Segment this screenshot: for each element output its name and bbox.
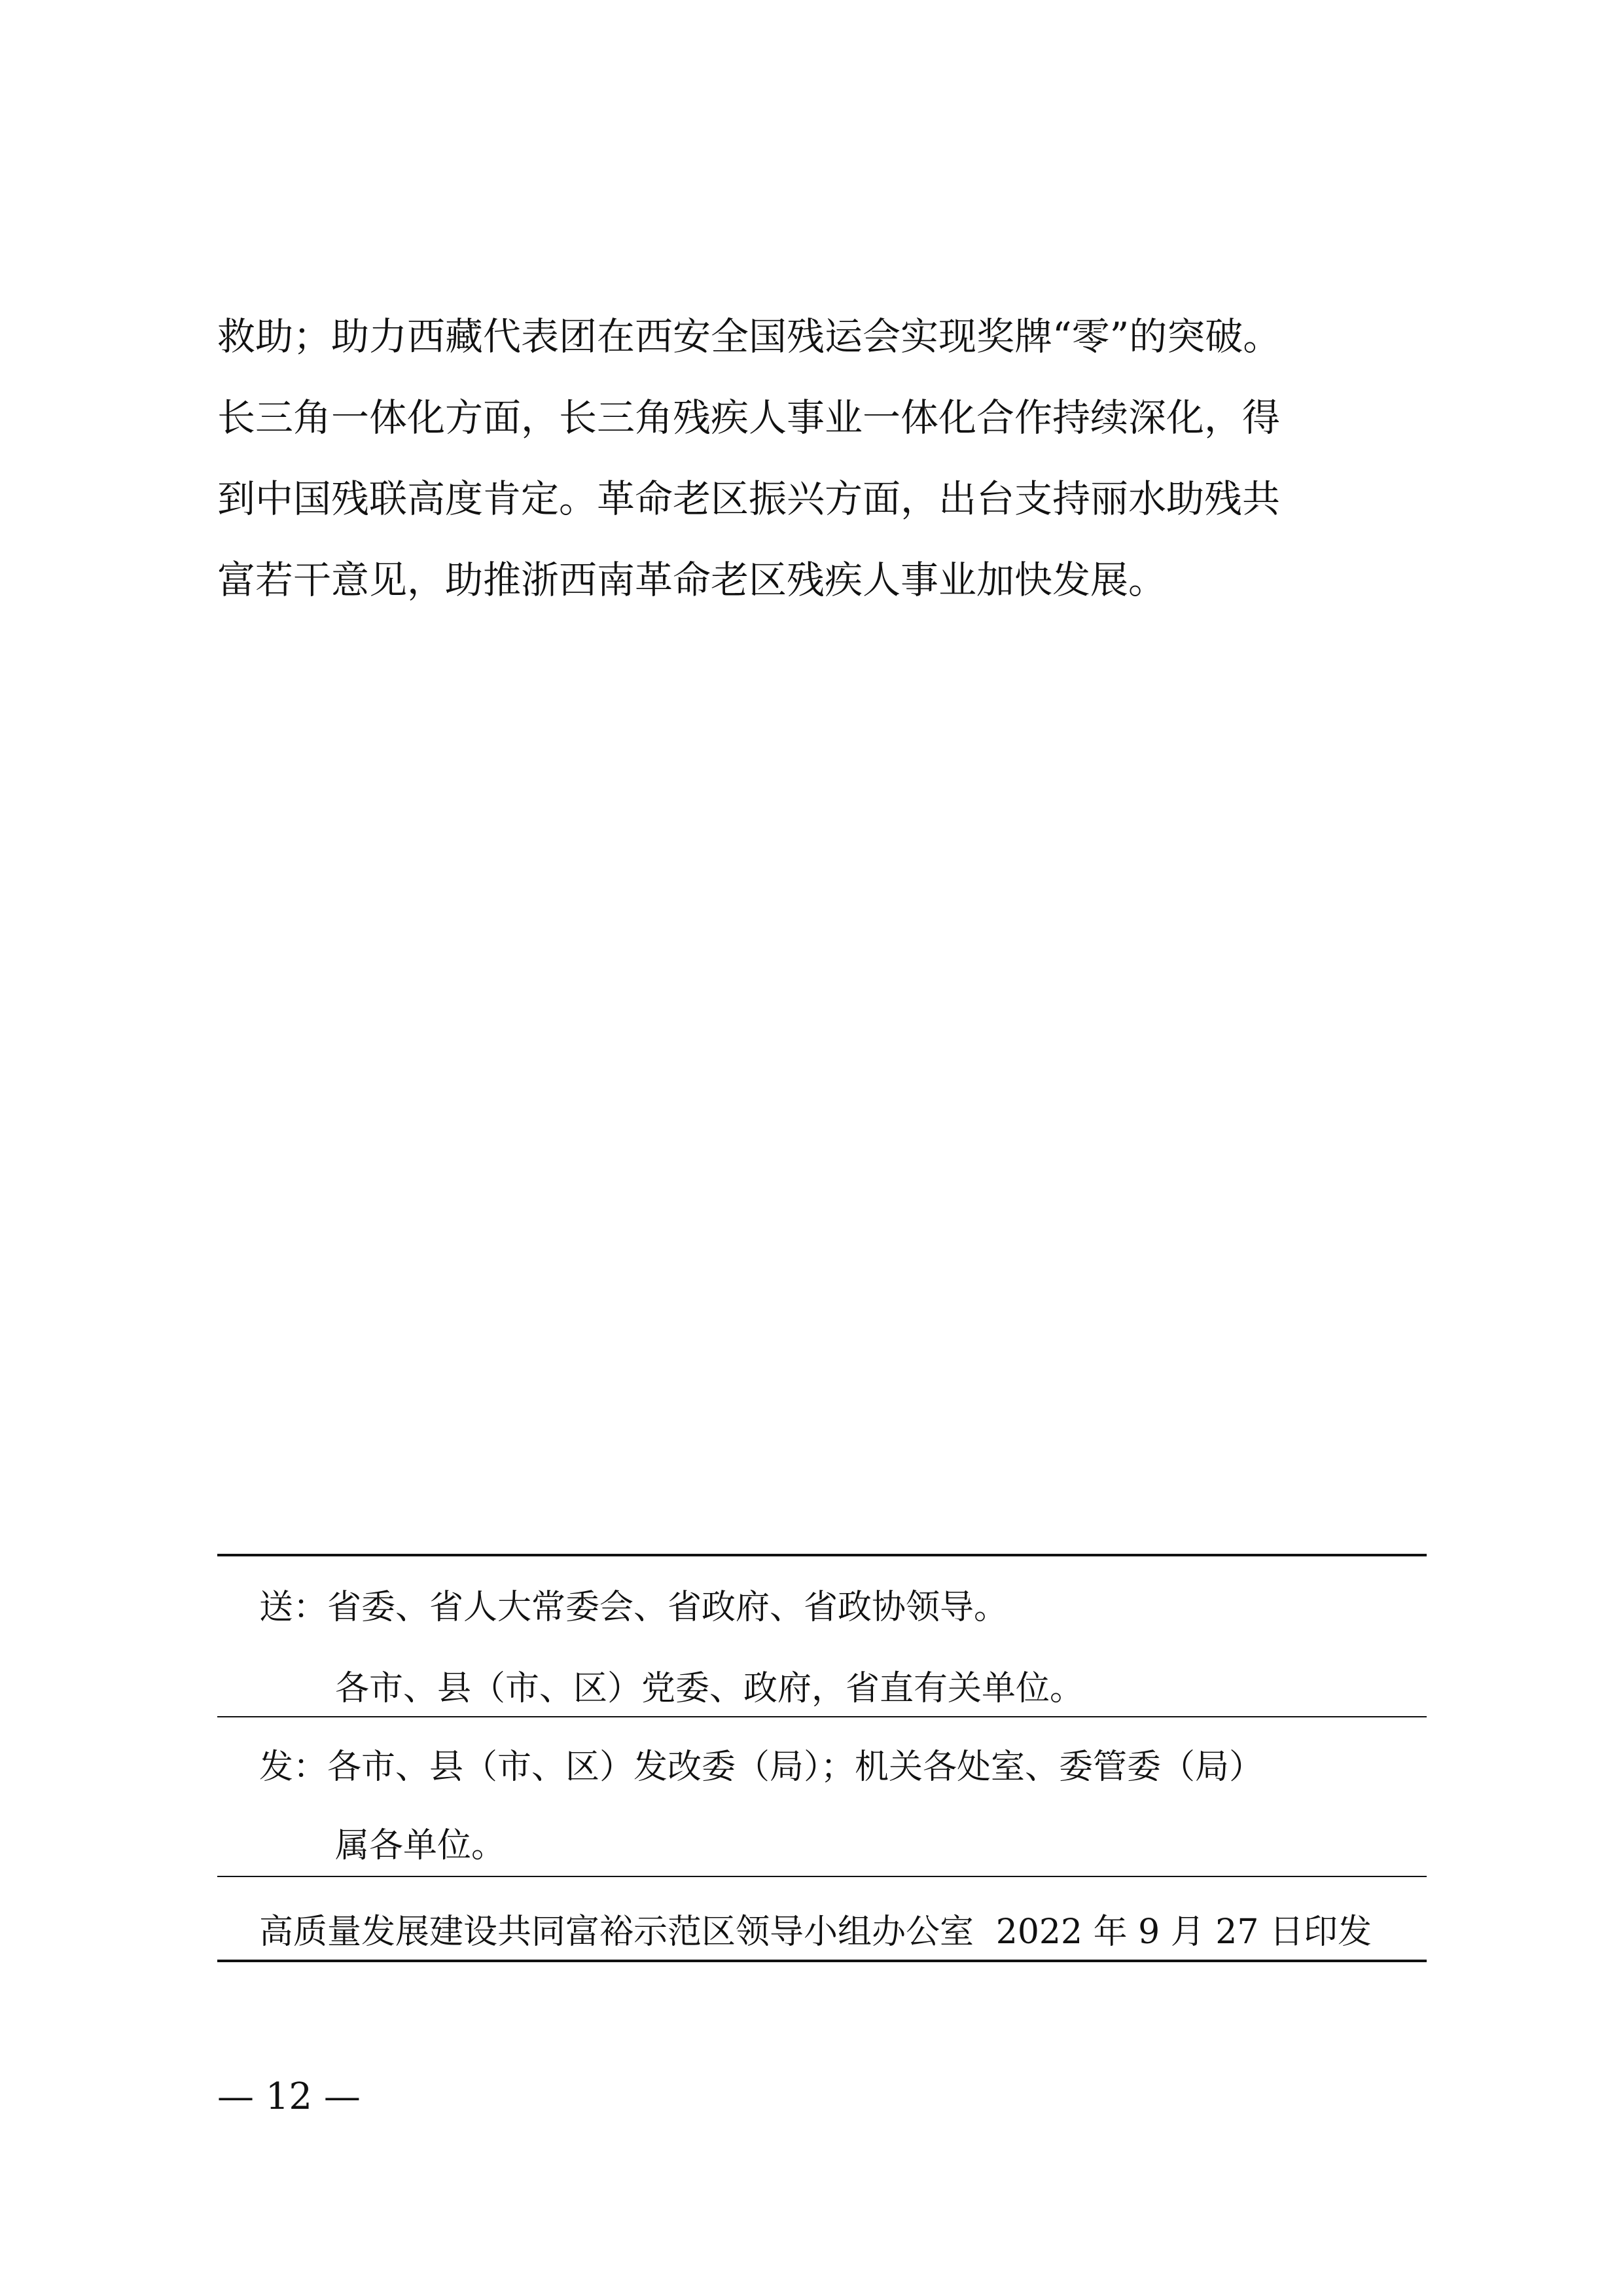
send-line-2: 各市、县（市、区）党委、政府，省直有关单位。 bbox=[335, 1669, 1084, 1708]
distribution-top-rule bbox=[217, 1554, 1427, 1556]
distribution-middle-rule bbox=[217, 1716, 1427, 1717]
issue-line-2: 属各单位。 bbox=[335, 1826, 506, 1865]
send-line-1: 送：省委、省人大常委会、省政府、省政协领导。 bbox=[259, 1588, 1008, 1627]
footer-bottom-rule bbox=[217, 1960, 1427, 1962]
footer-top-rule bbox=[217, 1876, 1427, 1877]
body-line-1: 救助；助力西藏代表团在西安全国残运会实现奖牌“零”的突破。 bbox=[217, 314, 1281, 359]
body-line-2: 长三角一体化方面，长三角残疾人事业一体化合作持续深化，得 bbox=[217, 395, 1281, 440]
print-footer bbox=[259, 1912, 1372, 1952]
body-line-4: 富若干意见，助推浙西南革命老区残疾人事业加快发展。 bbox=[217, 558, 1167, 602]
body-line-3: 到中国残联高度肯定。革命老区振兴方面，出台支持丽水助残共 bbox=[217, 476, 1281, 521]
print-date: 2022 年 9 月 27 日印发 bbox=[995, 1912, 1372, 1952]
body-text bbox=[217, 296, 1435, 620]
issuing-office: 高质量发展建设共同富裕示范区领导小组办公室 bbox=[259, 1912, 974, 1952]
issue-line-1: 发：各市、县（市、区）发改委（局）；机关各处室、委管委（局） bbox=[259, 1748, 1264, 1787]
page-number: — 12 — bbox=[217, 2075, 361, 2118]
